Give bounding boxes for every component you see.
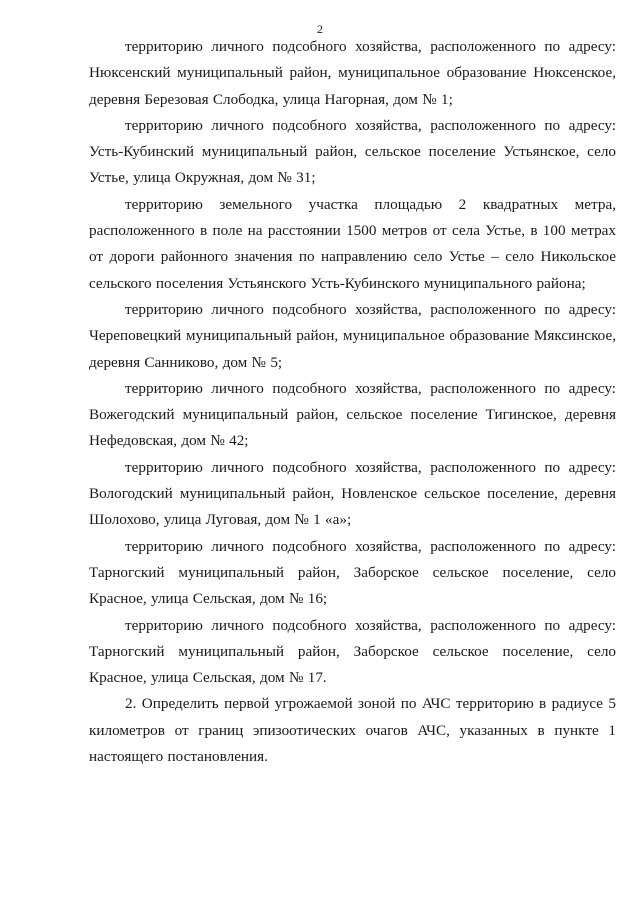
page-number: 2 (317, 22, 323, 36)
paragraph-item-2: 2. Определить первой угрожаемой зоной по АЧС территорию в радиусе 5 километров от границ эпизоотических очагов АЧС, указанных в пункте 1 настоящего постановления. (89, 695, 616, 766)
paragraph-vologodskiy: территорию личного подсобного хозяйства, расположенного по адресу: Вологодский муниципальный район, Новленское сельское поселение, деревня Шолохово, улица Луговая, дом № 1 «а»; (89, 458, 616, 529)
paragraph-vozhegodskiy: территорию личного подсобного хозяйства, расположенного по адресу: Вожегодский муниципальный район, сельское поселение Тигинское, деревня Нефедовская, дом № 42; (89, 379, 616, 450)
document-body (89, 34, 616, 770)
paragraph-tarnogskiy-16: территорию личного подсобного хозяйства, расположенного по адресу: Тарногский муниципальный район, Заборское сельское поселение, село Красное, улица Сельская, дом № 16; (89, 537, 616, 608)
paragraph-tarnogskiy-17: территорию личного подсобного хозяйства, расположенного по адресу: Тарногский муниципальный район, Заборское сельское поселение, село Красное, улица Сельская, дом № 17. (89, 616, 616, 687)
paragraph-nyuksenskiy: территорию личного подсобного хозяйства, расположенного по адресу: Нюксенский муниципальный район, муниципальное образование Нюксенское, деревня Березовая Слободка, улица Нагорная, дом № 1; (89, 38, 616, 108)
paragraph-cherepovetskiy: территорию личного подсобного хозяйства, расположенного по адресу: Череповецкий муниципальный район, муниципальное образование Мяксинское, деревня Санниково, дом № 5; (89, 300, 616, 371)
paragraph-land-plot: территорию земельного участка площадью 2 квадратных метра, расположенного в поле на расстоянии 1500 метров от села Устье, в 100 метрах от дороги районного значения по направлению село Устье – село Никольское сельского поселения Устьянского Усть-Кубинского муниципального района; (89, 195, 616, 292)
paragraph-ust-kubinskiy: территорию личного подсобного хозяйства, расположенного по адресу: Усть-Кубинский муниципальный район, сельское поселение Устьянское, село Устье, улица Окружная, дом № 31; (89, 116, 616, 187)
